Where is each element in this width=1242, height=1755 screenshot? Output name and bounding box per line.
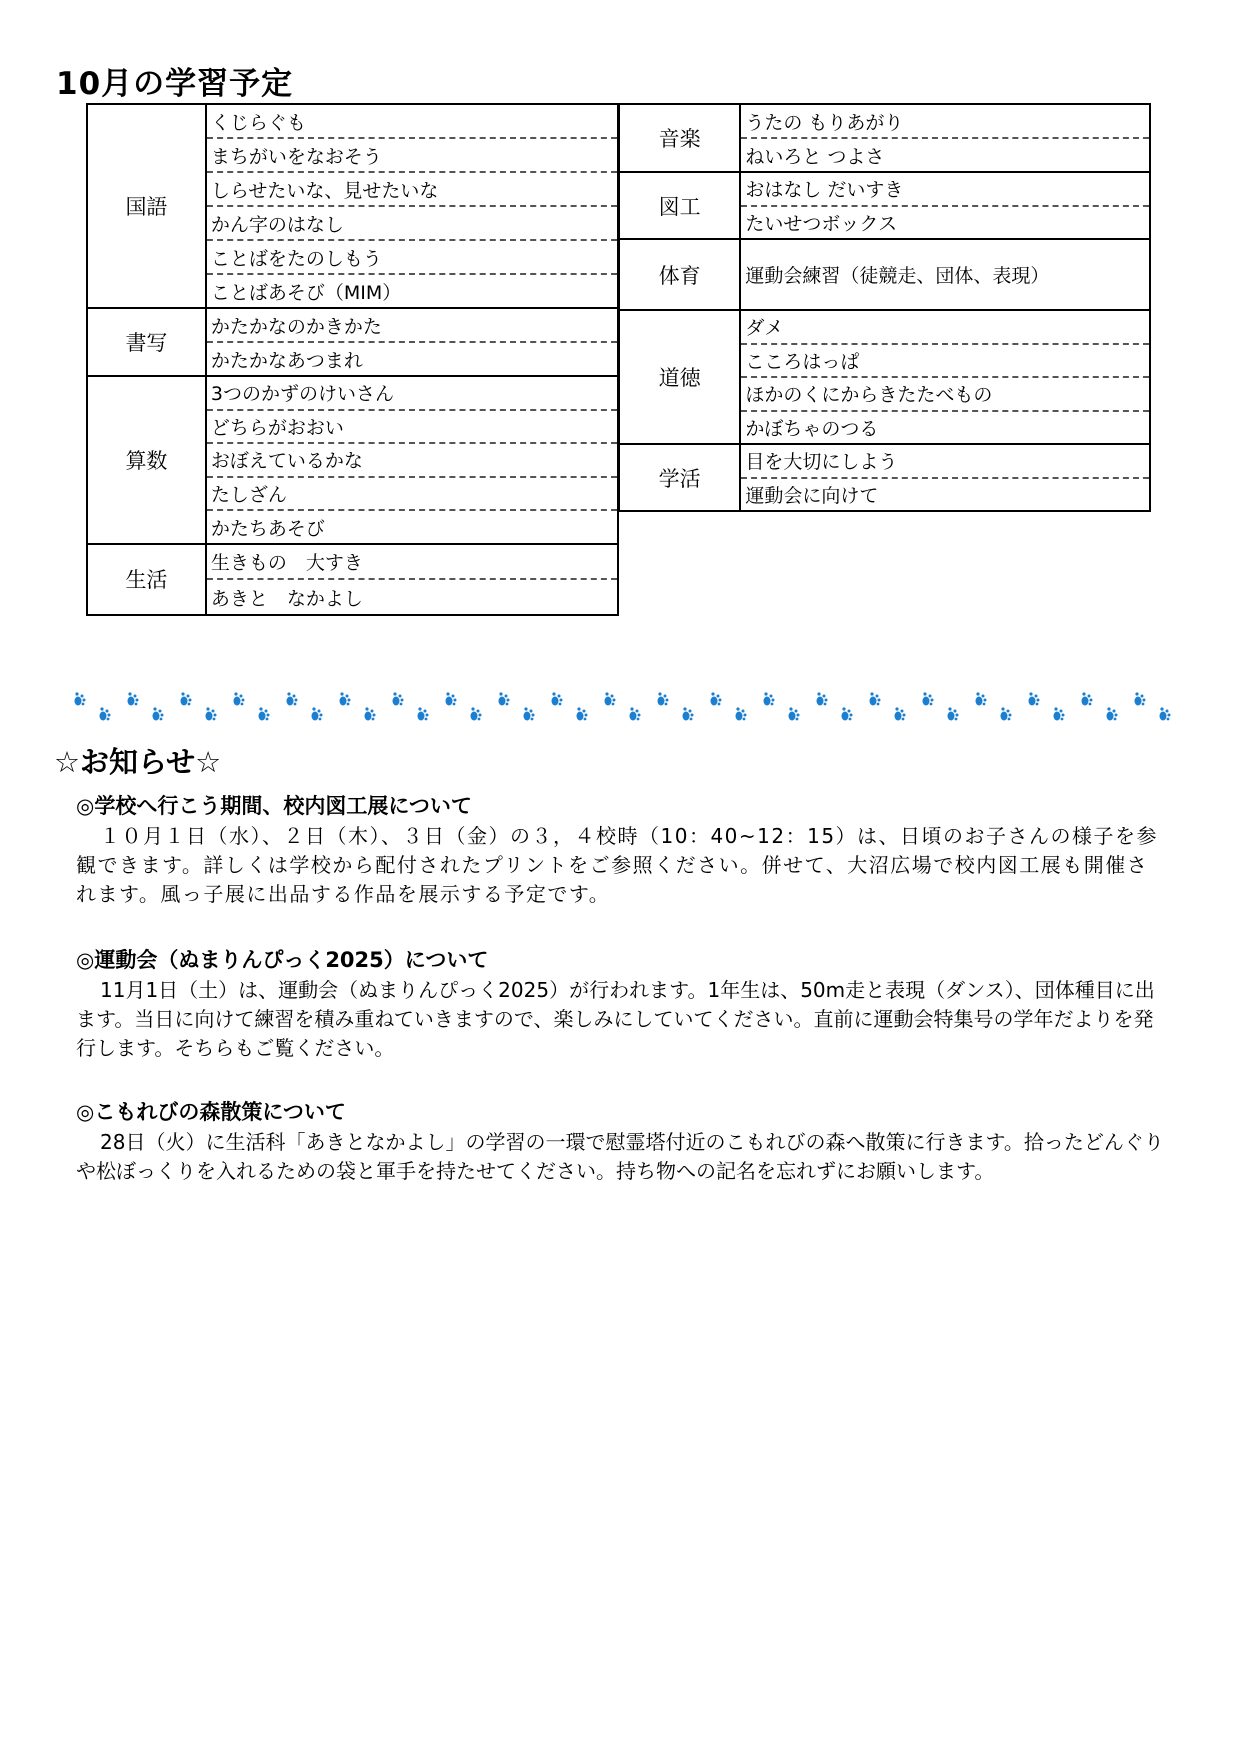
paw-icon	[870, 692, 881, 705]
unit-cell: かたちあそび	[206, 510, 618, 544]
unit-cell: たしざん	[206, 477, 618, 511]
paw-icon	[577, 707, 588, 720]
notice-body: 28日（火）に生活科「あきとなかよし」の学習の一環で慰霊塔付近のこもれびの森へ散策に行きます。拾ったどんぐりや松ぼっくりを入れるための袋と軍手を持たせてください。持ち物への記名を忘れずにお願いします。	[76, 1130, 1164, 1183]
paw-icon	[365, 707, 376, 720]
unit-cell: 運動会に向けて	[740, 478, 1150, 512]
unit-cell: 生きもの 大すき	[206, 544, 618, 580]
paw-icon	[711, 692, 722, 705]
paw-icon	[764, 692, 775, 705]
paw-icon	[1160, 707, 1171, 720]
notice-heading: ◎こもれびの森散策について	[76, 1100, 346, 1124]
schedule-row	[619, 444, 1150, 478]
notice-body: １０月１日（水）、２日（木）、３日（金）の３，４校時（10：40~12：15）は、日頃のお子さんの様子を参観できます。詳しくは学校から配付されたプリントをご参照ください。併せて、大沼広場で校内図工展も開催されます。風っ子展に出品する作品を展示する予定です。	[76, 824, 1159, 906]
paw-icon	[446, 692, 457, 705]
paw-icon	[923, 692, 934, 705]
paw-icon	[817, 692, 828, 705]
paw-icon	[658, 692, 669, 705]
subject-cell: 道徳	[619, 310, 740, 444]
paw-icon	[418, 707, 429, 720]
unit-cell: ダメ	[740, 310, 1150, 344]
paw-icon	[340, 692, 351, 705]
subject-cell: 算数	[87, 376, 206, 544]
unit-cell: かん字のはなし	[206, 206, 618, 240]
schedule-row	[87, 104, 618, 138]
subject-cell: 学活	[619, 444, 740, 511]
schedule-table-left	[86, 103, 619, 616]
paw-icon	[100, 707, 111, 720]
subject-cell: 書写	[87, 308, 206, 376]
schedule-row	[619, 310, 1150, 344]
schedule-row	[619, 172, 1150, 206]
paw-icon	[976, 692, 987, 705]
unit-cell: かたかなあつまれ	[206, 342, 618, 376]
paw-icon	[605, 692, 616, 705]
subject-cell: 音楽	[619, 104, 740, 172]
unit-cell: たいせつボックス	[740, 206, 1150, 240]
notice-heading: ◎運動会（ぬまりんぴっく2025）について	[76, 948, 489, 972]
paw-icon	[736, 707, 747, 720]
schedule-row	[619, 104, 1150, 138]
notice-section-sports-day	[76, 946, 1166, 1063]
paw-icon	[895, 707, 906, 720]
unit-cell: うたの もりあがり	[740, 104, 1150, 138]
unit-cell: 運動会練習（徒競走、団体、表現）	[740, 239, 1150, 310]
paw-icon	[552, 692, 563, 705]
unit-cell: まちがいをなおそう	[206, 138, 618, 172]
schedule-table-right	[618, 103, 1151, 512]
unit-cell: ことばをたのしもう	[206, 240, 618, 274]
paw-icon	[471, 707, 482, 720]
paw-icon	[683, 707, 694, 720]
unit-cell: しらせたいな、見せたいな	[206, 172, 618, 206]
paw-icon	[206, 707, 217, 720]
paw-icon	[524, 707, 535, 720]
paw-icon	[259, 707, 270, 720]
paw-icon	[181, 692, 192, 705]
subject-cell: 国語	[87, 104, 206, 308]
unit-cell: くじらぐも	[206, 104, 618, 138]
paw-icon	[630, 707, 641, 720]
paw-icon	[948, 707, 959, 720]
subject-cell: 生活	[87, 544, 206, 615]
paw-icon	[312, 707, 323, 720]
paw-icon	[1001, 707, 1012, 720]
schedule-row	[87, 308, 618, 342]
unit-cell: ことばあそび（MIM）	[206, 274, 618, 308]
notice-body: 11月1日（土）は、運動会（ぬまりんぴっく2025）が行われます。1年生は、50m走と表現（ダンス）、団体種目に出ます。当日に向けて練習を積み重ねていきますので、楽しみにしていてください。直前に運動会特集号の学年だよりを発行します。そちらもご覧ください。	[76, 978, 1155, 1060]
unit-cell: かぼちゃのつる	[740, 411, 1150, 445]
paw-icon	[499, 692, 510, 705]
subject-cell: 図工	[619, 172, 740, 239]
unit-cell: ねいろと つよさ	[740, 138, 1150, 172]
unit-cell: 3つのかずのけいさん	[206, 376, 618, 410]
unit-cell: 目を大切にしよう	[740, 444, 1150, 478]
paw-icon	[75, 692, 86, 705]
paw-icon	[153, 707, 164, 720]
unit-cell: おぼえているかな	[206, 443, 618, 477]
unit-cell: どちらがおおい	[206, 410, 618, 444]
schedule-row	[619, 239, 1150, 310]
unit-cell: あきと なかよし	[206, 579, 618, 615]
notice-section-forest-walk	[76, 1098, 1166, 1186]
schedule-title: 10月の学習予定	[56, 66, 294, 102]
notice-section-open-school	[76, 792, 1166, 909]
paw-icon	[393, 692, 404, 705]
paw-icon	[1135, 692, 1146, 705]
notice-heading: ◎学校へ行こう期間、校内図工展について	[76, 794, 472, 818]
unit-cell: おはなし だいすき	[740, 172, 1150, 206]
paw-icon	[234, 692, 245, 705]
paw-print-divider	[70, 688, 1190, 728]
paw-icon	[1107, 707, 1118, 720]
schedule-row	[87, 376, 618, 410]
unit-cell: ほかのくにからきたたべもの	[740, 377, 1150, 411]
paw-icon	[1054, 707, 1065, 720]
paw-icon	[128, 692, 139, 705]
unit-cell: こころはっぱ	[740, 344, 1150, 378]
schedule-row	[87, 544, 618, 580]
subject-cell: 体育	[619, 239, 740, 310]
paw-icon	[1082, 692, 1093, 705]
paw-icon	[1029, 692, 1040, 705]
unit-cell: かたかなのかきかた	[206, 308, 618, 342]
paw-icon	[287, 692, 298, 705]
notices-title: ☆お知らせ☆	[54, 745, 222, 779]
paw-icon	[842, 707, 853, 720]
paw-icon	[789, 707, 800, 720]
